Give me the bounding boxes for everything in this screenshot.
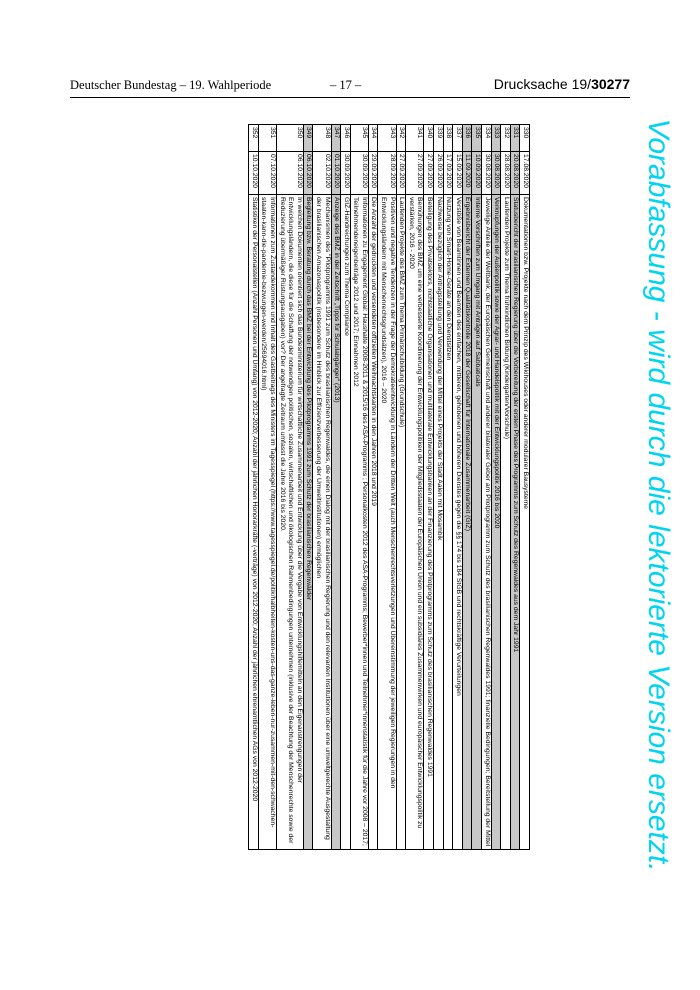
row-description-cell: Die Anzahl der gedruckten und versendeten offiziellen Weihnachtskarten in den Jahren 2018 und 2019 [368, 195, 378, 850]
table-row [453, 125, 463, 850]
row-description-cell: Nachweise bezüglich der Antragsstellung und Verwendung der Mittel eines Projekts der Stadt Aalen mit Mosambik [434, 195, 444, 850]
row-date-cell: 27.09.2020 [424, 152, 434, 195]
row-number-cell: 352 [249, 125, 259, 152]
table-row [331, 125, 341, 850]
row-date-cell: 02.10.2020 [313, 152, 331, 195]
table-row [276, 125, 303, 850]
table-row [472, 125, 482, 850]
row-description-cell: Begleitung bzw. Beratung durch das BMZ bei der Entwicklung des Pilotprogramms 1991 zum Schutz der brasilianischen Regenwälder [303, 195, 313, 850]
draft-watermark: Vorabfassung - wird durch die lektorierte Version ersetzt. [642, 118, 675, 872]
table-row [368, 125, 378, 850]
page-number: – 17 – [330, 78, 362, 92]
table-row [341, 125, 351, 850]
document-number [494, 76, 630, 92]
row-number-cell: 343 [378, 125, 396, 152]
row-date-cell: 30.09.2020 [341, 152, 351, 195]
row-number-cell: 347 [331, 125, 341, 152]
row-date-cell: 28.08.2020 [501, 152, 511, 195]
request-table [248, 124, 530, 850]
row-date-cell: 29.09.2020 [368, 152, 378, 195]
row-description-cell: Nutzung von Smart-Home-Geräte an den Dienstsitzen [443, 195, 453, 850]
page-header [70, 78, 630, 94]
table-row [434, 125, 444, 850]
row-number-cell: 341 [406, 125, 424, 152]
row-date-cell: 30.08.2020 [482, 152, 492, 195]
row-description-cell: Informationen zu Engagement Global: Haushalte 2008-2011 & 2015/16 des ASA-Programms ; Personalkosten 2012 des ASA-Programms; Bewerber*innen und Teilnehmer*innenstatistik für die Jahre vor 2008 – 2017; Teilnehmendeneigenbeiträge 2012 und 2017; Einnahmen 2012 [350, 195, 368, 850]
row-number-cell: 342 [396, 125, 406, 152]
row-date-cell: 17.08.2020 [520, 152, 530, 195]
row-date-cell: 10.10.2020 [249, 152, 259, 195]
document-number-bold: 30277 [591, 76, 630, 92]
row-description-cell: Verstöße von Beamtinnen und Beamten des einfachen, mittleren, gehobenen und höheren Dienstes gegen die §§ 174 bis 184 StGB und rechtskräftige Verurteilungen [453, 195, 463, 850]
table-row [303, 125, 313, 850]
row-date-cell: 10.09.2020 [472, 152, 482, 195]
row-number-cell: 344 [368, 125, 378, 152]
table-row [249, 125, 259, 850]
table-row [491, 125, 501, 850]
row-number-cell: 331 [510, 125, 520, 152]
row-date-cell: 27.09.2020 [406, 152, 424, 195]
row-description-cell: Dokumentationen bzw. Projekte nach dem Prinzip des Wikihouses oder anderer modularer Bausysteme [520, 195, 530, 850]
row-number-cell: 335 [472, 125, 482, 152]
row-date-cell: 30.08.2020 [491, 152, 501, 195]
row-description-cell: Jeweilige Anteile der Weltbank, der Europäischen Gemeinschaft und anderer bilateraler Geber am Pilotprogramm zum Schutz des brasilianischen Regenwaldes 1991; finanzielle Bedingungen; Bereitstellung der Mittel [482, 195, 492, 850]
document-number-prefix: Drucksache 19/ [493, 76, 592, 92]
row-date-cell: 06.10.2020 [276, 152, 303, 195]
table-row [510, 125, 520, 850]
rotated-table-content [66, 124, 530, 850]
row-number-cell: 332 [501, 125, 511, 152]
row-date-cell: 17.09.2020 [443, 152, 453, 195]
row-description-cell: Informationen zum Zustandekommen und Inhalt des Gastbeitrags des Ministers im Tagesspiegel (https://www.tagesspiegel.de/politik/halbheiten-kosten-uns-das-ganze-leben-nur-zusammen-mit-den-schwachen-staaten-kann-die-pandemie-bezwungen-werden/25694016.html) [258, 195, 276, 850]
row-number-cell: 350 [276, 125, 303, 152]
rotated-table-area [66, 124, 530, 850]
row-description-cell: Ergebnisbericht der Externen Qualitätskontrolle 2018 der Gesellschaft für Internationale Zusammenarbeit (GIZ) [462, 195, 472, 850]
table-row [258, 125, 276, 850]
row-number-cell: 337 [453, 125, 463, 152]
row-date-cell: 06.10.2020 [303, 152, 313, 195]
row-description-cell: Bemühungen des BMZ um eine verbesserte Koordinierung der Entwicklungspolitiken der Mitgliedsstaaten der Europäischen Union und ein subsidiäres Zusammenwirken und europäischer Entwicklungspolitik zu verstärken, 2016 - 2020 [406, 195, 424, 850]
row-number-cell: 336 [462, 125, 472, 152]
row-number-cell: 351 [258, 125, 276, 152]
row-date-cell: 20.08.2020 [510, 152, 520, 195]
table-row [378, 125, 396, 850]
table-row [520, 125, 530, 850]
table-row [406, 125, 424, 850]
table-row [396, 125, 406, 850]
row-date-cell: 11.09.2020 [462, 152, 472, 195]
row-description-cell: GIZ-Handreichungen zum Thema Compliance [341, 195, 351, 850]
header-publisher: Deutscher Bundestag – 19. Wahlperiode [70, 78, 272, 92]
request-table-body [249, 125, 530, 850]
row-description-cell: In welchen Dokumenten orientiert sich das Bundesministerium für wirtschaftliche Zusammenarbeit und Entwicklung über die Vergabe von Entwicklungshilfemitteln an den Eigenanstrengungen der Entwicklungsländern, die diese für die Schaffung der notwendigen politischen, sozialen, wirtschaftlichen und ökologischen Rahmenbedingungen unternehmen (inklusive der Beachtung der Menschenrechte sowie der Reduzierung übermäßiger Rüstungsausgaben) vor? Der angefragte Zeitraum umfasst die Jahre 2016 bis 2020. [276, 195, 303, 850]
table-row [501, 125, 511, 850]
row-description-cell: Anzeige des BMZ in der Zeitschrift „Tipps für Schulabgänger“ (2013) [331, 195, 341, 850]
row-description-cell: Mechanismen des "Pilotprogramms 1991 zum Schutz des brasilianischen Regenwaldes, die einen Dialog mit der brasilianischen Regierung und den relevanten Institutionen über eine umweltgerechte Ausgestaltung der brasilianischen Amazonaspolitik (insbesondere im Hinblick zur Effizienzverbesserung der Umweltinstitutionen) ermöglichen [313, 195, 331, 850]
row-description-cell: Beteiligung des Privatsektors, nichtstaatliche Organisationen und multilaterale Entwicklungsbanken an der Finanzierung des Pilotprogramms zum Schutz des brasilianischen Regenwaldes 1991 [424, 195, 434, 850]
header-rule [70, 97, 630, 98]
row-date-cell: 07.10.2020 [258, 152, 276, 195]
table-row [443, 125, 453, 850]
row-description-cell: Positiven und negative Tendenzen in der Frage der Demokratieentwicklung in Ländern der Dritten Welt (auch Menschenrechtsverletzungen und Übereinstimmung der jeweiligen Regierungen in den Entwicklungsländern mit Menschenrechtsgrundsätzen), 2016 – 2020 [378, 195, 396, 850]
table-row [350, 125, 368, 850]
row-description-cell: Statusbericht der brasilianischen Regierung über die Vorbereitung der ersten Phase des Programms zum Schutz des Regenwaldes aus dem Jahr 1991 [510, 195, 520, 850]
row-description-cell: Verknüpfungen der Außenpolitik sowie der Agrar- und Handelspolitik mit der Entwicklungspolitik 2016 bis 2020 [491, 195, 501, 850]
row-number-cell: 339 [434, 125, 444, 152]
row-date-cell: 30.09.2020 [350, 152, 368, 195]
row-description-cell: Statistiken der Personalstellen (Anzahl Personen und Umfang) von 2012-2020; Anzahl der jährlichen Honorarkräfte (-verträge) von 2012-2020; Anzahl der jährlichen ehrenamtlichen AGs von 2012-2020 [249, 195, 259, 850]
table-row [482, 125, 492, 850]
row-number-cell: 346 [341, 125, 351, 152]
table-row [313, 125, 331, 850]
row-number-cell: 334 [482, 125, 492, 152]
row-number-cell: 340 [424, 125, 434, 152]
row-date-cell: 27.09.2020 [396, 152, 406, 195]
row-number-cell: 345 [350, 125, 368, 152]
row-date-cell: 15.09.2020 [453, 152, 463, 195]
row-number-cell: 338 [443, 125, 453, 152]
row-description-cell: Laufenden Projekte des BMZ zum Thema Primärschulbildung (Grundschule) [396, 195, 406, 850]
row-description-cell: Interne Vorschriften zum Umgang mit Anträgen auf Sabbaticals [472, 195, 482, 850]
row-date-cell: 28.09.2020 [378, 152, 396, 195]
row-date-cell: 01.10.2020 [331, 152, 341, 195]
table-row [424, 125, 434, 850]
row-date-cell: 26.09.2020 [434, 152, 444, 195]
row-number-cell: 349 [303, 125, 313, 152]
row-description-cell: Laufenden Projekte zum Thema frühkindlichen Bildung (Kindergarten/Vorschule) [501, 195, 511, 850]
row-number-cell: 333 [491, 125, 501, 152]
table-row [462, 125, 472, 850]
row-number-cell: 348 [313, 125, 331, 152]
row-number-cell: 330 [520, 125, 530, 152]
